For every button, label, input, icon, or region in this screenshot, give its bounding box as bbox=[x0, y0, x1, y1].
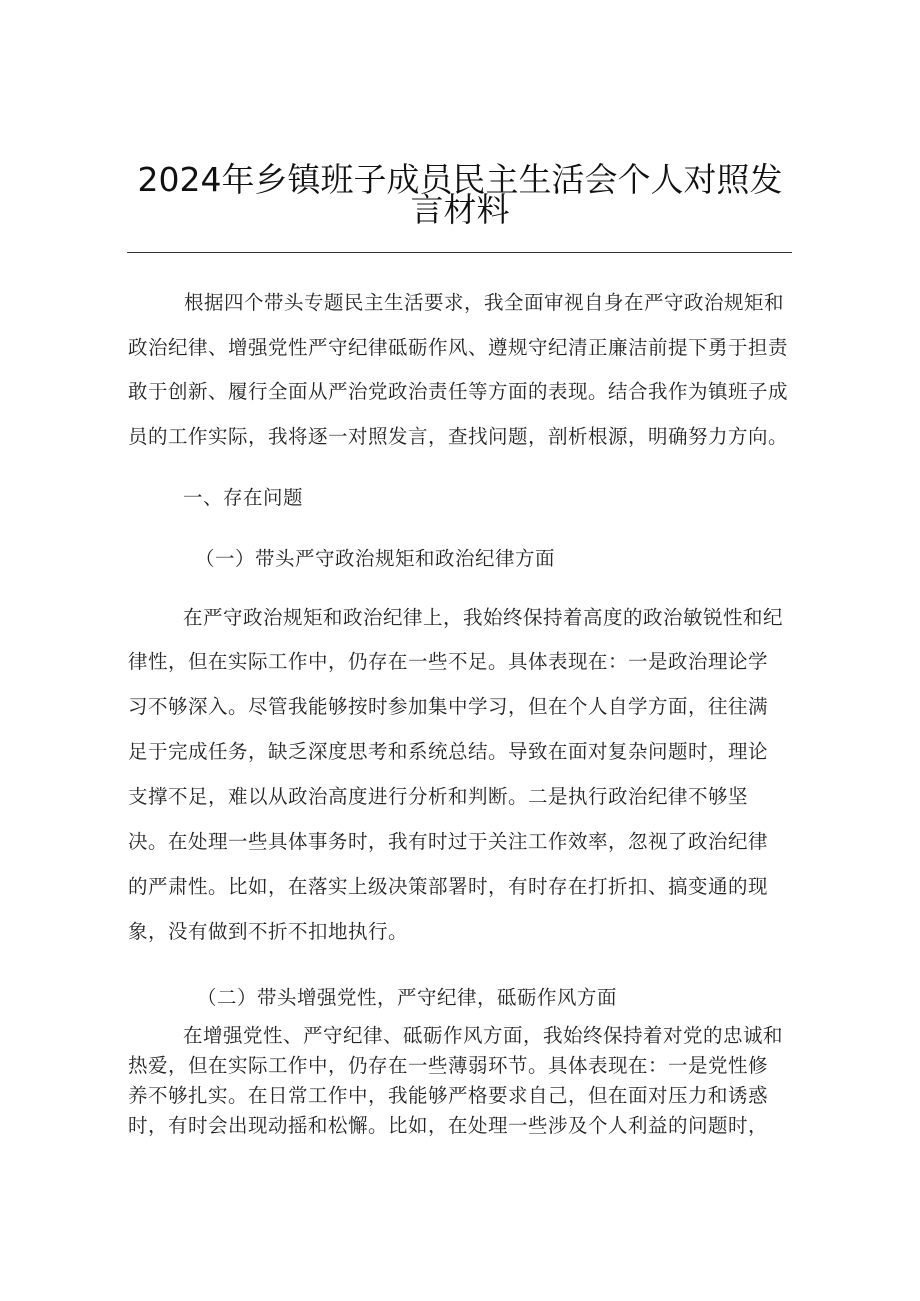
subsection-heading: （一）带头严守政治规矩和政治纪律方面 bbox=[195, 547, 556, 570]
body-line: 在增强党性、严守纪律、砥砺作风方面，我始终保持着对党的忠诚和 bbox=[183, 1024, 784, 1047]
body-line: 的严肃性。比如，在落实上级决策部署时，有时存在打折扣、搞变通的现 bbox=[128, 875, 769, 898]
document-title-line-1: 2024年乡镇班子成员民主生活会个人对照发 bbox=[137, 160, 783, 199]
body-line: 象，没有做到不折不扣地执行。 bbox=[128, 920, 409, 943]
body-line: 热爱，但在实际工作中，仍存在一些薄弱环节。具体表现在：一是党性修 bbox=[128, 1054, 769, 1077]
body-line: 习不够深入。尽管我能够按时参加集中学习，但在个人自学方面，往往满 bbox=[128, 695, 769, 718]
intro-line: 根据四个带头专题民主生活要求，我全面审视自身在严守政治规矩和 bbox=[184, 291, 785, 314]
section-heading: 一、存在问题 bbox=[183, 486, 304, 509]
body-line: 在严守政治规矩和政治纪律上，我始终保持着高度的政治敏锐性和纪 bbox=[183, 606, 784, 629]
subsection-heading: （二）带头增强党性，严守纪律，砥砺作风方面 bbox=[197, 986, 618, 1009]
body-line: 律性，但在实际工作中，仍存在一些不足。具体表现在：一是政治理论学 bbox=[128, 650, 769, 673]
body-line: 时，有时会出现动摇和松懈。比如，在处理一些涉及个人利益的问题时， bbox=[128, 1114, 769, 1137]
document-title-line-2: 言材料 bbox=[410, 190, 510, 229]
body-line: 决。在处理一些具体事务时，我有时过于关注工作效率，忽视了政治纪律 bbox=[128, 830, 769, 853]
intro-line: 员的工作实际，我将逐一对照发言，查找问题，剖析根源，明确努力方向。 bbox=[128, 425, 789, 448]
intro-line: 政治纪律、增强党性严守纪律砥砺作风、遵规守纪清正廉洁前提下勇于担责 bbox=[128, 336, 789, 359]
intro-line: 敢于创新、履行全面从严治党政治责任等方面的表现。结合我作为镇班子成 bbox=[128, 380, 789, 403]
body-line: 支撑不足，难以从政治高度进行分析和判断。二是执行政治纪律不够坚 bbox=[128, 785, 749, 808]
body-line: 养不够扎实。在日常工作中，我能够严格要求自己，但在面对压力和诱惑 bbox=[128, 1084, 769, 1107]
body-line: 足于完成任务，缺乏深度思考和系统总结。导致在面对复杂问题时，理论 bbox=[128, 740, 769, 763]
title-divider bbox=[127, 252, 792, 253]
